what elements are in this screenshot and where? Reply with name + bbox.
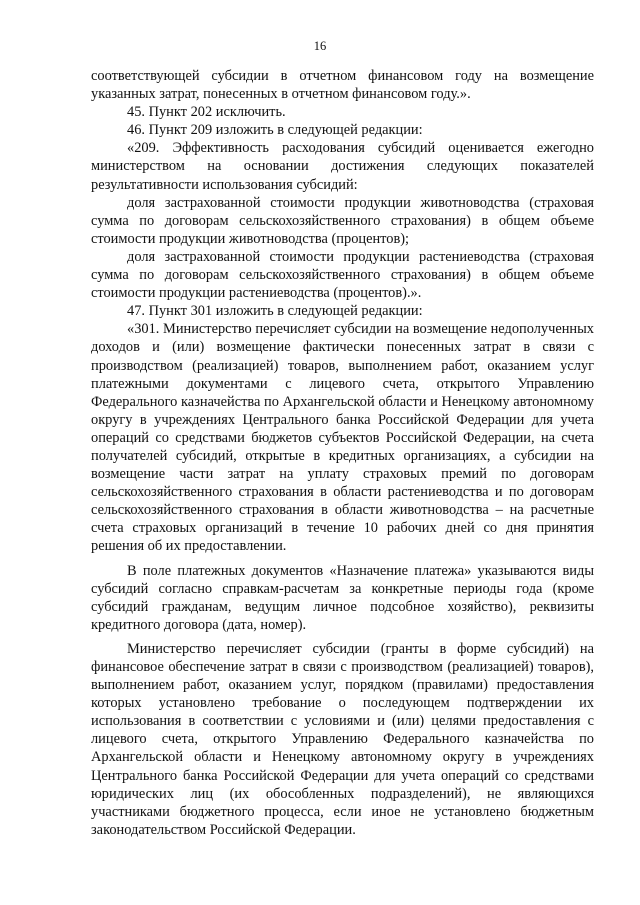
paragraph-point-209: «209. Эффективность расходования субсидий оценивается ежегодно министерством на основании достижения следующих показателей результативности использования субсидий:	[91, 140, 594, 193]
paragraph-continuation: соответствующей субсидии в отчетном финансовом году на возмещение указанных затрат, понесенных в отчетном финансовом году.».	[91, 68, 594, 103]
paragraph-item-47: 47. Пункт 301 изложить в следующей редакции:	[127, 303, 423, 320]
paragraph-grants-transfer: Министерство перечисляет субсидии (гранты в форме субсидий) на финансовое обеспечение затрат в связи с производством (реализацией) товаров), выполнением работ, оказанием услуг, порядком (правилами) предоставления которых установлено требование о последующем подтверждении их использования в соответствии с условиями и (или) целями предоставления с лицевого счета, открытого Управлению Федерального казначейства по Архангельской области и Ненецкому автономному округу в учреждениях Центрального банка Российской Федерации для учета операций со средствами юридических лиц (их обособленных подразделений), не являющихся участниками бюджетного процесса, если иное не установлено бюджетным законодательством Российской Федерации.	[91, 640, 594, 838]
paragraph-item-46: 46. Пункт 209 изложить в следующей редакции:	[127, 122, 423, 139]
document-body	[91, 67, 594, 839]
paragraph-item-45: 45. Пункт 202 исключить.	[127, 104, 286, 121]
page-number: 16	[313, 39, 327, 53]
paragraph-payment-purpose: В поле платежных документов «Назначение платежа» указываются виды субсидий согласно справкам-расчетам за конкретные периоды года (кроме субсидий гражданам, ведущим личное подсобное хозяйство), реквизиты кредитного договора (дата, номер).	[91, 562, 594, 633]
paragraph-indicator-livestock: доля застрахованной стоимости продукции животноводства (страховая сумма по договорам сельскохозяйственного страхования) в общем объеме стоимости продукции животноводства (процентов);	[91, 194, 594, 247]
paragraph-indicator-crops: доля застрахованной стоимости продукции растениеводства (страховая сумма по договорам сельскохозяйственного страхования) в общем объеме стоимости продукции растениеводства (процентов).».	[91, 248, 594, 302]
paragraph-point-301: «301. Министерство перечисляет субсидии на возмещение недополученных доходов и (или) возмещение фактически понесенных затрат в связи с производством (реализацией) товаров, выполнением работ, оказанием услуг платежными документами с лицевого счета, открытого Управлению Федерального казначейства по Архангельской области и Ненецкому автономному округу в учреждениях Центрального банка Российской Федерации для учета операций со средствами бюджетов субъектов Российской Федерации, на счета получателей субсидий, открытые в кредитных организациях, а субсидии на возмещение части затрат на уплату страховых премий по договорам сельскохозяйственного страхования в области растениеводства и по договорам сельскохозяйственного страхования в области животноводства – на расчетные счета страховых организаций в течение 10 рабочих дней со дня принятия решения об их предоставлении.	[91, 321, 594, 555]
